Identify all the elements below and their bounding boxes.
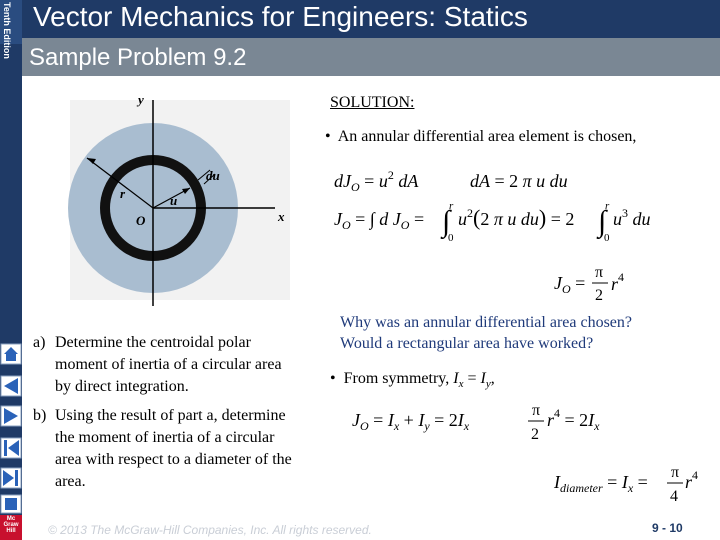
annulus-diagram bbox=[60, 88, 300, 313]
problem-a-text: Determine the centroidal polar moment of inertia of a circular area by direct integration. bbox=[55, 334, 282, 395]
svg-text:π: π bbox=[595, 264, 604, 281]
solution-label: SOLUTION bbox=[330, 94, 410, 111]
svg-text:r4: $r^4$ bbox=[611, 270, 625, 294]
next-icon bbox=[0, 405, 22, 427]
origin-label: O bbox=[136, 213, 146, 228]
svg-text:dJO = u2 dA: $dJ_O = u^2$ dA bbox=[334, 168, 419, 194]
home-button[interactable] bbox=[0, 343, 22, 365]
page-subtitle: Sample Problem 9.2 bbox=[29, 44, 247, 71]
equation-Jo-symmetry bbox=[350, 400, 630, 446]
solution-colon: : bbox=[410, 94, 415, 111]
bullet2-prefix: From symmetry, bbox=[343, 370, 454, 387]
svg-text:0: 0 bbox=[448, 232, 454, 244]
logo-word: Graw bbox=[3, 522, 19, 528]
first-icon bbox=[0, 437, 22, 459]
logo-word: Hill bbox=[6, 528, 16, 534]
svg-text:Idiameter = Ix =: $I_{diameter} = I_x$ = bbox=[554, 472, 648, 495]
equation-I-diameter bbox=[552, 462, 712, 508]
last-slide-button[interactable] bbox=[0, 467, 22, 489]
question-block bbox=[340, 312, 632, 354]
bullet1-text: An annular differential area element is chosen, bbox=[337, 128, 637, 145]
svg-text:u3 du: $u^3$ du bbox=[613, 206, 651, 229]
problem-a-marker: a) bbox=[33, 334, 46, 351]
bullet-dot: • bbox=[330, 370, 336, 387]
svg-text:π: π bbox=[671, 464, 680, 481]
svg-text:dA = 2 π u du: dA = 2 π u du bbox=[470, 171, 568, 191]
svg-text:2: 2 bbox=[595, 287, 603, 304]
svg-text:JO = ∫ d JO =: $J_O$ = ∫ d $J_O$ = bbox=[334, 209, 425, 232]
exit-icon bbox=[0, 494, 22, 514]
svg-text:r4: $r^4$ bbox=[685, 468, 699, 492]
solution-heading bbox=[330, 94, 414, 112]
svg-text:π: π bbox=[532, 402, 541, 419]
page-title: Vector Mechanics for Engineers: Statics bbox=[33, 1, 528, 32]
svg-text:0: 0 bbox=[604, 232, 610, 244]
svg-text:u2(2 π u du) = 2: $u^2(2$ π u du) = 2 bbox=[458, 205, 575, 230]
exit-button[interactable] bbox=[0, 494, 22, 514]
previous-icon bbox=[0, 375, 22, 397]
question-line-2: Would a rectangular area have worked? bbox=[340, 335, 594, 352]
svg-text:r4 = 2Ix: $r^4 = 2I_x$ bbox=[547, 406, 600, 433]
equation-dJ bbox=[332, 165, 602, 195]
u-label: u bbox=[170, 193, 178, 208]
problem-b-text: Using the result of part a, determine the moment of inertia of a circular area with respect to a diameter of the area. bbox=[55, 407, 292, 490]
svg-text:r: r bbox=[449, 200, 454, 212]
first-slide-button[interactable] bbox=[0, 437, 22, 459]
svg-text:r: r bbox=[605, 200, 610, 212]
next-button[interactable] bbox=[0, 405, 22, 427]
edition-badge bbox=[0, 0, 22, 59]
x-axis-label: x bbox=[278, 209, 285, 224]
page-number: 9 - 10 bbox=[652, 521, 683, 535]
publisher-logo bbox=[0, 515, 22, 540]
bullet-symmetry: • From symmetry, $I_x = I_y$, bbox=[330, 370, 495, 391]
previous-button[interactable] bbox=[0, 375, 22, 397]
copyright-notice: © 2013 The McGraw-Hill Companies, Inc. All rights reserved. bbox=[48, 523, 372, 537]
svg-text:4: 4 bbox=[670, 488, 678, 505]
equation-Jo-integral bbox=[332, 197, 662, 245]
svg-text:JO =: $J_O$ = bbox=[554, 273, 586, 296]
last-icon bbox=[0, 467, 22, 489]
edition-label: Tenth Edition bbox=[2, 2, 12, 59]
bullet-dot: • bbox=[325, 128, 331, 145]
svg-text:∫: ∫ bbox=[598, 205, 607, 238]
question-line-1: Why was an annular differential area chosen? bbox=[340, 314, 633, 331]
r-label: r bbox=[120, 186, 126, 201]
svg-text:∫: ∫ bbox=[442, 205, 451, 238]
home-icon bbox=[0, 343, 22, 365]
svg-text:2: 2 bbox=[531, 426, 539, 443]
equation-Jo-result bbox=[552, 262, 652, 304]
logo-word: Mc bbox=[6, 516, 16, 522]
y-axis-label: y bbox=[138, 92, 144, 107]
problem-b-marker: b) bbox=[33, 407, 47, 424]
svg-text:JO = Ix + Iy = 2Ix: $J_O = I_x + I_y = 2I_x$ bbox=[352, 410, 470, 433]
left-sidebar bbox=[0, 0, 22, 540]
bullet-annular-element bbox=[325, 126, 636, 148]
du-label: du bbox=[206, 168, 220, 183]
